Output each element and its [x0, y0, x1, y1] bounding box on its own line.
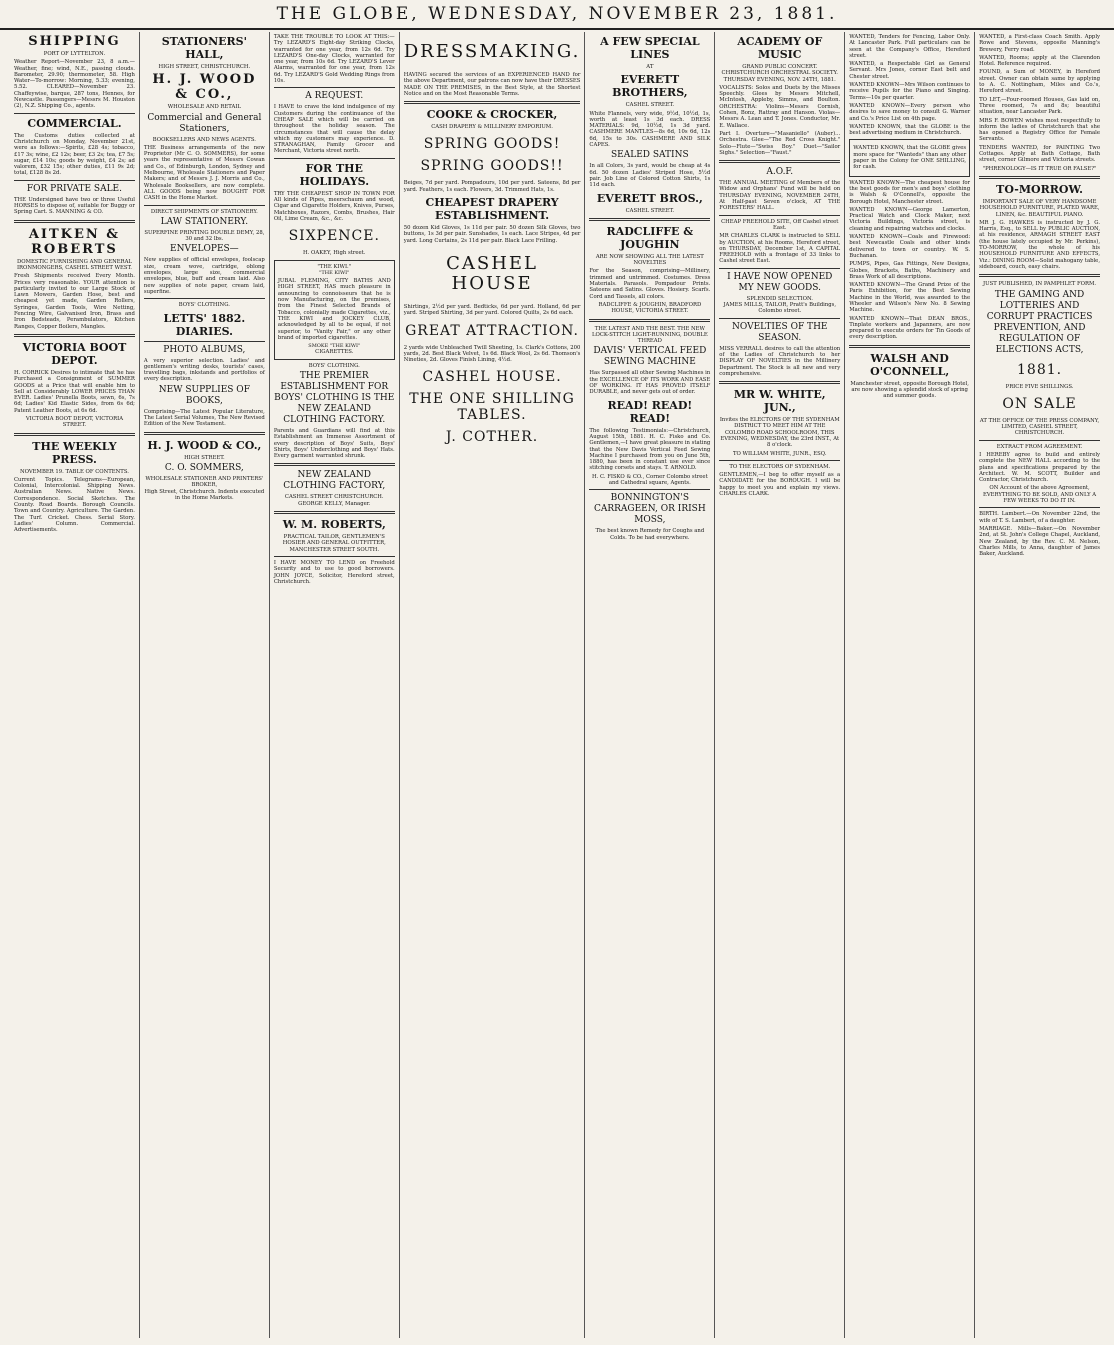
law-stationery-text: SUPERFINE PRINTING DOUBLE DEMY, 28, 30 and 32 lbs. — [144, 229, 265, 243]
radcliffe-subheading: ARE NOW SHOWING ALL THE LATEST NOVELTIES — [595, 253, 704, 267]
splendid-selection: SPLENDID SELECTION. — [746, 295, 813, 302]
divider — [719, 318, 840, 319]
bonnington-heading: BONNINGTON'S CARRAGEEN, OR IRISH MOSS, — [593, 493, 706, 526]
divider — [144, 432, 265, 435]
divider — [719, 160, 840, 163]
dressmaking-text: HAVING secured the services of an EXPERIENCED HAND for the above Department, our patrons can now have their DRESSES MADE ON THE PREMISES, in the Best Style, at the Shortest Notice and on the Most Reasonable Terms. — [403, 72, 581, 97]
wanted-coals: WANTED KNOWN—Coals and Firewood: best Newcastle Coals and other kinds delivered to town or country. W. S. Buchanan. — [849, 234, 971, 259]
academy-heading: ACADEMY OF MUSIC — [737, 35, 823, 61]
photo-albums-text: A very superior selection. Ladies' and gentlemen's writing desks, tourists' cases, travelling bags, inkstands and portfolios of every description. — [143, 357, 265, 383]
wanted-save-money: WANTED KNOWN—Every person who desires to save money to consult G. Warner and Co.'s Price List on 4th page. — [849, 102, 971, 122]
sommers-name: C. O. SOMMERS, — [164, 462, 244, 473]
sommers-role: WHOLESALE STATIONER AND PRINTERS' BROKER, — [145, 475, 264, 489]
column-5 — [585, 32, 715, 1338]
divider — [274, 158, 395, 159]
election-text: Invites the ELECTORS OF THE SYDENHAM DISTRICT TO MEET HIM AT THE COLOMBO ROAD SCHOOLROOM, THIS EVENING, WEDNESDAY, the 23rd INST., At 8 o'clock. — [719, 417, 840, 449]
wanted-watchmaker: WANTED KNOWN—George Lamerton, Practical Watch and Clock Maker, next Victoria Buildings, Victoria street, is cleaning and repairing watches and clocks. — [849, 206, 971, 232]
lend-text: I HAVE MONEY TO LEND on Freehold Security and to use to good borrowers. JOHN JOYCE, Solicitor, Hereford street, Christchurch. — [273, 559, 395, 585]
acts-year: 1881. — [1017, 361, 1063, 378]
divider — [274, 511, 395, 514]
lockstitch-heading: THE LATEST AND THE BEST. THE NEW LOCK-STITCH LIGHT-RUNNING, DOUBLE THREAD — [591, 325, 708, 345]
premier-text: Parents and Guardians will find at this Establishment an Immense Assortment of every description of Boys' Suits, Boys' Shirts, Boys' Underclothing and Boys' Hats. Every garment warranted shrunk. — [273, 427, 395, 460]
kiwi-side-right: SMOKE "THE KIWI" — [308, 343, 361, 350]
hjwood-footer-firm: H. J. WOOD & CO., — [147, 438, 262, 452]
cigarettes-label: CIGARETTES. — [315, 349, 354, 356]
column-6 — [715, 32, 845, 1338]
kiwi-box — [274, 260, 395, 360]
divider — [849, 345, 970, 348]
sixpence-heading: SIXPENCE. — [288, 228, 380, 245]
aof-heading: A.O.F. — [766, 167, 794, 178]
bonnington-text: The best known Remedy for Coughs and Colds. To be had everywhere. — [595, 528, 705, 541]
wanted-tin-goods: WANTED KNOWN—That DEAN BROS., Tinplate workers and Japanners, are now prepared to execute orders for Tin Goods of every description. — [849, 315, 971, 341]
everett-street: CASHEL STREET. — [625, 102, 675, 109]
great-attraction-heading: GREAT ATTRACTION. — [405, 322, 579, 339]
radcliffe-heading: RADCLIFFE & JOUGHIN — [606, 224, 694, 251]
bradford-house: RADCLIFFE & JOUGHIN, BRADFORD HOUSE, VICTORIA STREET. — [598, 301, 702, 315]
hjwood-trade-sub: BOOKSELLERS AND NEWS AGENTS. — [152, 136, 256, 143]
sommers-address: High Street, Christchurch. Indents executed in the Home Markets. — [144, 488, 265, 501]
testimonial-text: The following Testimonials:—Christchurch, August 15th, 1881. H. C. Fisko and Co. Gentlemen,—I have great pleasure in stating that the New Davis Vertical Feed Sewing Machine I purchased from you on June 5th, 1880, has been in constant use ever since stitching corsets and stays. T. ARNOLD. — [589, 427, 711, 472]
columns — [10, 32, 1104, 1338]
wanted-fencing: WANTED, Tenders for Fencing, Labor Only. At Lancaster Park. Full particulars can be seen at the Company's Office, Hereford street. — [849, 34, 971, 59]
new-books-heading: NEW SUPPLIES OF BOOKS, — [158, 384, 250, 406]
cheapest-text: 50 dozen Kid Gloves, 1s 11d per pair. 50 dozen Silk Gloves, two buttons, 1s 3d per pair. Sunshades, 1s each. Lace Stripes, 4d per yard. Long Curtains, 2s 11d per pair. Black Lace Frilling. — [403, 225, 581, 244]
read-heading: READ! READ! READ! — [607, 398, 693, 425]
hjwood-firm: H. J. WOOD & CO., — [152, 72, 257, 103]
divider — [589, 319, 710, 322]
column-2 — [140, 32, 270, 1338]
cashel-house-heading-2: CASHEL HOUSE. — [422, 369, 562, 386]
envelopes-heading: ENVELOPES— — [170, 244, 239, 255]
everett-heading: EVERETT BROTHERS, — [612, 73, 688, 100]
divider — [14, 433, 135, 436]
private-sale-heading: FOR PRIVATE SALE. — [26, 183, 122, 194]
novelties-text: MISS VERRALL desires to call the attention of the Ladies of Christchurch to her DISPLAY OF NOVELTIES in the Millinery Department. The Stock is all new and very comprehensive. — [719, 345, 841, 377]
divider — [979, 440, 1100, 441]
premier-heading: THE PREMIER ESTABLISHMENT FOR BOYS' CLOTHING IS THE NEW ZEALAND CLOTHING FACTORY. — [274, 370, 395, 425]
divider — [589, 218, 710, 221]
oakey-name: H. OAKEY, High street. — [303, 250, 366, 257]
everett-heading-2: EVERETT BROS., — [596, 191, 703, 205]
mills-tailor: JAMES MILLS, TAILOR, Pratt's Buildings, Colombo street. — [723, 302, 837, 315]
great-attraction-text: 2 yards wide Unbleached Twill Sheeting, 1s. Clark's Cottons, 200 yards, 2d. Best Black Velvet, 1s 6d. Black Wool, 2s 6d. Thomson's Nineties, 2d. Gloves Finish Lining, 4½d. — [403, 344, 581, 364]
everett-street-2: CASHEL STREET. — [625, 207, 675, 214]
divider — [589, 489, 710, 490]
hjwood-footer-street: HIGH STREET. — [184, 454, 225, 461]
weekly-press-contents: Current Topics. Telegrams—European, Colonial, Intercolonial. Shipping News. Australian News. Native News. Correspondence. Social Sketches. The County. Road Boards. Borough Councils. Town and Country. Agriculture. The Garden. The Turf. Cricket. Chess. Serial Story. Ladies' Column. Commercial. Advertisements. — [14, 476, 135, 534]
special-lines-at: AT — [646, 64, 654, 70]
cooke-heading: COOKE & CROCKER, — [426, 108, 558, 122]
spring-goods-text: Beiges, 7d per yard. Pompadours, 10d per yard. Sateens, 8d per yard. Feathers, 1s each. Flowers, 3d. Trimmed Hats, 1s. — [403, 180, 581, 193]
divider — [14, 113, 135, 114]
private-sale-text: THE Undersigned have two or three Useful HORSES to dispose of, suitable for Buggy or Spring Cart. S. MANNING & CO. — [14, 196, 135, 216]
divider — [719, 215, 840, 216]
davis-heading: DAVIS' VERTICAL FEED SEWING MACHINE — [593, 346, 707, 368]
hjwood-text: THE Business arrangements of the new Proprietor (Mr C. O. SOMMERS), for some years the representative of Messrs Cowan and Co., of Edinburgh, London, Sydney and Melbourne, Wholesale Stationers and Paper Makers; and of Messrs J. J. Morris and Co., Wholesale Booksellers, are now complete. ALL GOODS being now BOUGHT FOR CASH in the Home Market. — [143, 144, 265, 202]
commercial-heading: COMMERCIAL. — [27, 116, 122, 130]
direct-shipments: DIRECT SHIPMENTS OF STATIONERY. — [150, 208, 258, 215]
aitken-text: Fresh Shipments received Every Month. Prices very reasonable. YOUR attention is particularly invited to our Large Stock of Lawn Mowers, Garden Hose, best and cheapest yet made, Garden Rollers, Syringes, Garden Tools, Wire Netting, Fencing Wire, Galvanised Iron, Brass and Iron Bedsteads, Perambulators, Kitchen Ranges, Copper Boilers, Mangles. — [14, 273, 135, 330]
wanted-servant: WANTED, a Respectable Girl as General Servant. Mrs Jones, corner East belt and Chester street. — [849, 61, 971, 80]
request-text: I HAVE to crave the kind indulgence of my Customers during the continuance of the CHEAP SALE which will be carried on throughout the holiday season. The circumstances that will cause the delay which my customers may experience. D. STRANAGHAN, Family Grocer and Merchant, Victoria street north. — [273, 104, 395, 155]
commercial-text: The Customs duties collected at Christchurch on Monday, November 21st, were as follows:—Spirits, £28 4s; tobacco, £17 3s; wine, £2 12s; beer, £3 2s; tea, £7 5s; sugar, £14 10s; goods by weight, £4 2s; ad valorem, £32 15s; other duties, £11 9s 2d; total, £128 8s 2d. — [14, 132, 135, 177]
found-money: FOUND, a Sum of MONEY, in Hereford street. Owner can obtain same by applying to A. C. Nottingham, Miles and Co.'s, Hereford street. — [979, 69, 1101, 95]
one-shilling-heading: THE ONE SHILLING TABLES. — [409, 391, 575, 424]
divider — [274, 87, 395, 88]
law-stationery-heading: LAW STATIONERY. — [160, 216, 249, 227]
photo-albums-heading: PHOTO ALBUMS, — [163, 344, 246, 355]
phrenology-lecture: "PHRENOLOGY—IS IT TRUE OR FALSE?" — [982, 165, 1097, 172]
envelopes-text: New supplies of official envelopes, foolscap size, cream wove, cartridge, oblong envelopes, large size, commercial envelopes, blue, buff and cream laid. Also new supplies of note paper, cream laid, superfine. — [143, 257, 265, 295]
boys-clothing-heading: BOYS' CLOTHING. — [308, 362, 360, 369]
shipping-text: Weather Report—November 23, 8 a.m.—Weather, fine; wind, N.E., passing clouds. Barometer, 29.90; thermometer, 58. High Water—To-morrow: Morning, 5.33; evening, 5.52. CLEARED—November 23. Chaffeywise, barque, 287 tons, Hennes, for Newcastle. Passengers—Messrs M. Houston (2), N.Z. Shipping Co., agents. — [14, 59, 135, 110]
masthead: THE GLOBE, WEDNESDAY, NOVEMBER 23, 1881. — [0, 0, 1114, 30]
holidays-text: TRY THE CHEAPEST SHOP IN TOWN FOR All kinds of Pipes, meerschaum and wood, Cigar and Cigarette Holders, Knives, Purses, Matchboxes, Razors, Combs, Brushes, Hair Oil, Lime Cream, &c., &c. — [273, 190, 395, 222]
extract-text: I HEREBY agree to build and entirely complete the NEW HALL according to the plans and specifications prepared by the Architect. W. M. SCOTT, Builder and Contractor, Christchurch. — [979, 451, 1101, 484]
divider — [979, 507, 1100, 508]
column-7 — [845, 32, 975, 1338]
kiwi-side-left: "THE KIWI" — [319, 269, 350, 276]
freehold-heading: CHEAP FREEHOLD SITE, Off Cashel street East. — [721, 218, 839, 231]
dressmaking-heading: DRESSMAKING. — [403, 41, 581, 62]
wanted-clothing: WANTED KNOWN—The cheapest house for the best goods for men's and boys' clothing is Walsh & O'Connell's, opposite the Borough Hotel, Manchester street. — [849, 179, 971, 205]
gaming-acts-heading: THE GAMING AND LOTTERIES AND CORRUPT PRACTICES PREVENTION, AND REGULATION OF ELECTIONS ACTS, — [986, 289, 1093, 355]
roberts-subheading: PRACTICAL TAILOR, GENTLEMEN'S HOSIER AND GENERAL OUTFITTER, MANCHESTER STREET SOUTH. — [282, 534, 386, 553]
divider — [144, 298, 265, 299]
boot-depot-heading: VICTORIA BOOT DEPOT. — [22, 340, 127, 367]
hjwood-subheading: WHOLESALE AND RETAIL — [167, 104, 241, 111]
stationers-hall-heading: STATIONERS' HALL, — [161, 35, 247, 61]
furniture-sale-heading: IMPORTANT SALE OF VERY HANDSOME HOUSEHOLD FURNITURE, PLATED WARE, LINEN, &c. BEAUTIFUL PIANO. — [979, 198, 1100, 218]
nzcf-manager: GEORGE KELLY, Manager. — [298, 500, 371, 507]
weekly-press-heading: THE WEEKLY PRESS. — [32, 439, 117, 466]
shipping-heading: SHIPPING — [28, 34, 121, 49]
special-lines-text: White Flannels, very wide, 9½d, 10½d, 1s, worth at least 1s 3d each. DRESS MATERIALS: 9d, 10½d, 1s 3d yard. CASHMERE MANTLES—8s 6d, 10s 6d, 12s 6d, 15s to 30s. CASHMERE AND SILK CAPES. — [589, 110, 711, 149]
divider — [274, 463, 395, 466]
cooke-subheading: CASH DRAPERY & MILLINERY EMPORIUM. — [431, 124, 553, 131]
kiwi-text: JUBAL FLEMING, CITY BATHS AND HIGH STREET, HAS much pleasure in announcing to connoisseurs that he is now Manufacturing, on the premises, from the Finest Selected Brands of Tobacco, colonially made Cigarettes, viz., THE KIWI and JOCKEY CLUB, acknowledged by all to be equal, if not superior, to "Vanity Fair," or any other brand of imported cigarettes. — [277, 278, 391, 341]
bowen-registry: MRS F. BOWEN wishes most respectfully to inform the ladies of Christchurch that she has opened a Registry Office for Female Servants. — [979, 117, 1101, 143]
tomorrow-heading: TO-MORROW. — [996, 182, 1083, 196]
electors-text: GENTLEMEN,—I beg to offer myself as a CANDIDATE for the BOROUGH. I will be happy to meet you and explain my views. CHARLES CLARK. — [719, 472, 841, 498]
cother-signature: J. COTHER. — [445, 429, 539, 446]
shipping-subheading: PORT OF LYTTELTON. — [43, 51, 106, 57]
roberts-heading: W. M. ROBERTS, — [282, 518, 386, 532]
hjwood-trade: Commercial and General Stationers, — [147, 112, 262, 134]
column-3 — [270, 32, 400, 1338]
sealed-satins-text: In all Colors, 3s yard, would be cheap at 4s 6d. 50 dozen Ladies' Striped Hose, 5½d pair. Job Line of Colored Cotton Shirts, 1s 11d each. — [589, 163, 711, 189]
on-sale-heading: ON SALE — [1002, 395, 1077, 412]
concert-programme: Part I. Overture—"Masaniello" (Auber)... Orchestra. Glee—"The Red Cross Knight." Solo—Flute—"Swiss Boy." Duet—"Sailor Sighs." Selection—"Faust." — [719, 130, 841, 156]
press-office: AT THE OFFICE OF THE PRESS COMPANY, LIMITED, CASHEL STREET, CHRISTCHURCH. — [979, 417, 1100, 437]
wanted-coach-smith: WANTED, a First-class Coach Smith. Apply Rowe and Stevens, opposite Manning's Brewery, Ferry road. — [979, 34, 1101, 53]
election-footer: TO WILLIAM WHITE, JUNR., ESQ. — [732, 450, 827, 457]
freehold-text: MR CHARLES CLARK is instructed to SELL by AUCTION, at his Rooms, Hereford street, on THURSDAY, December 1st, A CAPITAL FREEHOLD with a frontage of 33 links to Cashel street East. — [719, 233, 841, 265]
nzcf-heading: NEW ZEALAND CLOTHING FACTORY, — [283, 470, 386, 492]
acts-price: PRICE FIVE SHILLINGS. — [1005, 383, 1074, 390]
birth-notice: BIRTH. Lambert.—On November 22nd, the wife of T. S. Lambert, of a daughter. — [979, 511, 1101, 524]
wanted-globe-space: WANTED KNOWN, that the GLOBE gives more space for "Wanteds" than any other paper in the Colony for ONE SHILLING, for cash. — [853, 145, 967, 171]
wanted-sewing-machine: WANTED KNOWN—The Grand Prize of the Paris Exhibition, for the Best Sewing Machine in the World, was awarded to the Wheeler and Wilson's New No. 8 Sewing Machine. — [849, 282, 971, 314]
tenders-painting: TENDERS WANTED, for PAINTING Two Cottages. Apply at Bath Cottage, Bath street, corner Gilmore and Victoria streets. — [979, 144, 1101, 164]
divider — [719, 381, 840, 384]
wanted-pupils: WANTED KNOWN—Mrs Wilson continues to receive Pupils for the Piano and Singing. Terms—10s per quarter. — [849, 82, 971, 101]
oconnell-heading: WALSH AND O'CONNELL, — [870, 351, 950, 378]
divider — [144, 205, 265, 206]
divider — [719, 268, 840, 269]
just-published: JUST PUBLISHED, IN PAMPHLET FORM. — [983, 281, 1097, 288]
divider — [14, 220, 135, 223]
wanted-globe-box — [849, 139, 970, 176]
holidays-heading: FOR THE HOLIDAYS. — [299, 161, 370, 188]
spring-goods-heading-2: SPRING GOODS!! — [420, 158, 564, 175]
spring-goods-heading-1: SPRING GOODS! — [423, 136, 561, 153]
concert-heading: GRAND PUBLIC CONCERT. CHRISTCHURCH ORCHESTRAL SOCIETY. THURSDAY EVENING, NOV. 24TH, 1881. — [721, 64, 838, 83]
unreserved-sale-text: ON Account of the above Agreement, EVERYTHING TO BE SOLD, AND ONLY A FEW WEEKS TO DO IT IN. — [982, 485, 1097, 505]
boot-depot-text: H. CORRICK Desires to intimate that he has Purchased a Consignment of SUMMER GOODS at a Price that will enable him to Sell at Considerably LOWER PRICES THAN EVER. Ladies' Prunella Boots, sewn, 6s, 7s 6d; Ladies' Kid Elastic Sides, from 6s 6d; Patent Leather Boots, at 6s 6d. — [14, 369, 135, 414]
marriage-notice: MARRIAGE. Mills—Baker.—On November 2nd, at St. John's College Chapel, Auckland, New Zealand, by the Rev. C. M. Nelson, Charles Mills, to Anna, daughter of James Baker, Auckland. — [979, 525, 1101, 558]
aitken-heading: AITKEN & ROBERTS — [28, 226, 121, 257]
fisko-agents: H. C. FISKO & CO., Corner Colombo street and Cathedral square, Agents. — [591, 473, 708, 486]
oconnell-text: Manchester street, opposite Borough Hotel, are now showing a splendid stock of spring and summer goods. — [850, 380, 969, 400]
request-heading: A REQUEST. — [305, 91, 364, 102]
column-4 — [400, 32, 586, 1338]
weekly-press-subheading: NOVEMBER 19. TABLE OF CONTENTS. — [19, 468, 129, 475]
kiwi-heading: "THE KIWI." — [317, 263, 352, 270]
boot-depot-footer: VICTORIA BOOT DEPOT, VICTORIA STREET. — [25, 415, 124, 429]
divider — [274, 556, 395, 557]
divider — [14, 180, 135, 181]
sealed-satins-heading: SEALED SATINS — [611, 150, 689, 161]
furniture-sale-text: MR J. G. HAWKES is instructed by J. G. Harris, Esq., to SELL by PUBLIC AUCTION, at his residence, ARMAGH STREET EAST (the house lately occupied by Mr. Perkins), TO-MORROW, the whole of his HOUSEHOLD FURNITURE AND EFFECTS, Viz.: DINING ROOM—Solid mahogany table, sideboard, couch, easy chairs. — [979, 219, 1101, 270]
pumps-text: PUMPS, Pipes, Gas Fittings, New Designs, Globes, Brackets, Baths, Machinery and Brass Work of all descriptions. — [849, 261, 971, 280]
divider — [144, 341, 265, 342]
novelties-heading: NOVELTIES OF THE SEASON. — [732, 321, 828, 343]
wanted-globe-medium: WANTED KNOWN, that the GLOBE is the best advertising medium in Christchurch. — [849, 123, 971, 137]
divider — [719, 460, 840, 461]
cashel-house-heading: CASHEL HOUSE — [446, 252, 538, 294]
davis-text: Has Surpassed all other Sewing Machines in the EXCELLENCE OF ITS WORK AND EASE OF WORKING. IT HAS PROVED ITSELF DURABLE, and never gets out of order. — [589, 370, 711, 396]
radcliffe-text: For the Season, comprising—Millinery, trimmed and untrimmed. Costumes. Dress Materials. Parasols. Pompadour Prints. Sateens and Satins. Gloves. Hosiery. Scarfs. Cord and Tassels, all colors. — [589, 268, 711, 300]
extract-heading: EXTRACT FROM AGREEMENT. — [996, 443, 1083, 450]
divider — [979, 274, 1100, 277]
election-heading: MR W. WHITE, JUN., — [733, 388, 826, 415]
new-goods-heading: I HAVE NOW OPENED MY NEW GOODS. — [727, 271, 833, 293]
column-1 — [10, 32, 140, 1338]
concert-text: VOCALISTS: Solos and Duets by the Misses Speechly. Glees by Messrs Mitchell, McIntosh, Appleby, Simms, and Boulton. ORCHESTRA: Violins—Messrs Cornish, Cohen, Bonz, Rattray and Hanson. Violas—Messrs A. Lean and T. Jones. Conductor, Mr. E. Wallace. — [719, 84, 841, 129]
electors-heading: TO THE ELECTORS OF SYDENHAM. — [729, 463, 831, 470]
lezard-text: TAKE THE TROUBLE TO LOOK AT THIS:— Try LEZARD'S Eight-day Striking Clocks, warranted for one year, from 12s 6d. Try LEZARD'S One-day Clocks, warranted for one year, from 10s 6d. Try LEZARD'S Lever Alarms, warranted for one year, from 12s 6d. Try LEZARD'S Gold Wedding Rings from 10s. — [273, 34, 395, 85]
divider — [14, 334, 135, 337]
aof-meeting-text: THE ANNUAL MEETING of Members of the Widow and Orphans' Fund will be held on THURSDAY EVENING, NOVEMBER 24TH, At Half-past Seven o'clock, AT THE FORESTERS' HALL. — [719, 180, 841, 212]
divider — [404, 101, 581, 104]
boys-clothing-label: BOYS' CLOTHING. — [178, 302, 230, 309]
aitken-subheading: DOMESTIC FURNISHING AND GENERAL IRONMONGERS, CASHEL STREET WEST. — [16, 258, 132, 271]
special-lines-heading: A FEW SPECIAL LINES — [600, 35, 700, 61]
cheapest-heading: CHEAPEST DRAPERY ESTABLISHMENT. — [425, 196, 559, 223]
diaries-heading: LETTS' 1882. DIARIES. — [163, 311, 246, 338]
stationers-hall-address: HIGH STREET, CHRISTCHURCH. — [158, 64, 251, 70]
nzcf-street: CASHEL STREET CHRISTCHURCH. — [284, 494, 384, 501]
divider — [979, 176, 1100, 179]
wanted-rooms: WANTED, Rooms; apply at the Clarendon Hotel. Reference required. — [979, 54, 1101, 68]
cashel-house-text: Shirtings, 2½d per yard. Bedticks, 6d per yard. Holland, 6d per yard. Striped Shirting, 3d per yard. Colored Quilts, 2s 6d each. — [403, 303, 581, 317]
new-books-text: Comprising—The Latest Popular Literature, The Latest Serial Volumes, The New Revised Edition of the New Testament. — [143, 408, 265, 428]
column-8 — [975, 32, 1104, 1338]
to-let: TO LET,—Four-roomed Houses, Gas laid on, Three roomed, 7s and 8s; beautiful situation, near Lancaster Park. — [979, 96, 1101, 116]
